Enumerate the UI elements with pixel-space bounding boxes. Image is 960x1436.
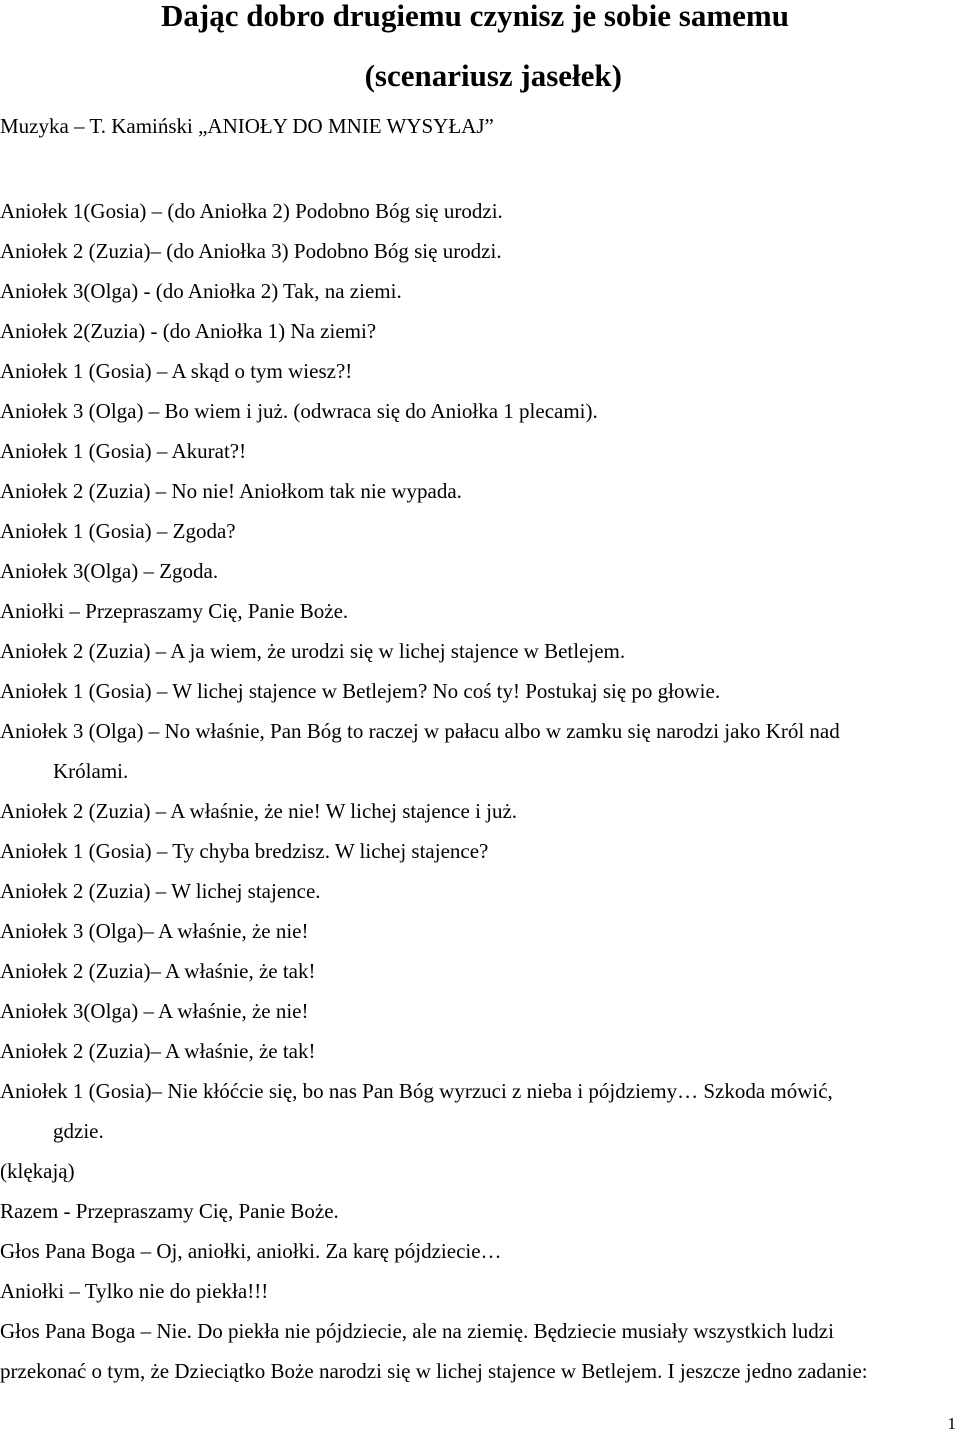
script-line: Aniołek 3(Olga) – A właśnie, że nie!: [0, 999, 309, 1023]
script-line: Aniołek 3(Olga) - (do Aniołka 2) Tak, na ziemi.: [0, 279, 402, 303]
script-line: Aniołek 2 (Zuzia) – W lichej stajence.: [0, 879, 321, 903]
script-line-continuation: Królami.: [53, 759, 129, 783]
script-line: Aniołek 1(Gosia) – (do Aniołka 2) Podobno Bóg się urodzi.: [0, 199, 503, 223]
script-line: Aniołek 2 (Zuzia)– (do Aniołka 3) Podobno Bóg się urodzi.: [0, 239, 502, 263]
script-line: Aniołek 1 (Gosia) – Ty chyba bredzisz. W lichej stajence?: [0, 839, 489, 863]
script-line: Aniołek 1 (Gosia) – A skąd o tym wiesz?!: [0, 359, 353, 383]
page-number: 1: [947, 1414, 956, 1433]
script-line: Aniołek 2 (Zuzia) – A ja wiem, że urodzi się w lichej stajence w Betlejem.: [0, 639, 626, 663]
music-credit: Muzyka – T. Kamiński „ANIOŁY DO MNIE WYSYŁAJ”: [0, 114, 494, 138]
page-subtitle: (scenariusz jasełek): [364, 58, 622, 93]
script-line: Aniołek 1 (Gosia) – W lichej stajence w Betlejem? No coś ty! Postukaj się po głowie.: [0, 679, 721, 703]
script-line: Aniołek 2 (Zuzia)– A właśnie, że tak!: [0, 959, 316, 983]
script-line: Aniołek 3 (Olga) – Bo wiem i już. (odwraca się do Aniołka 1 plecami).: [0, 399, 598, 423]
script-line: Aniołki – Tylko nie do piekła!!!: [0, 1279, 269, 1303]
script-line: Aniołek 3 (Olga)– A właśnie, że nie!: [0, 919, 309, 943]
script-line: Aniołek 2(Zuzia) - (do Aniołka 1) Na ziemi?: [0, 319, 377, 343]
script-line: Aniołek 1 (Gosia) – Zgoda?: [0, 519, 236, 543]
script-line: Aniołek 2 (Zuzia) – A właśnie, że nie! W lichej stajence i już.: [0, 799, 518, 823]
stage-direction: (klękają): [0, 1159, 75, 1183]
script-line: Aniołek 2 (Zuzia) – No nie! Aniołkom tak nie wypada.: [0, 479, 462, 503]
script-line: Głos Pana Boga – Nie. Do piekła nie pójdziecie, ale na ziemię. Będziecie musiały wszystkich ludzi: [0, 1319, 834, 1343]
script-line: Razem - Przepraszamy Cię, Panie Boże.: [0, 1199, 339, 1223]
script-line: Aniołek 3 (Olga) – No właśnie, Pan Bóg to raczej w pałacu albo w zamku się narodzi jako Król nad: [0, 719, 840, 743]
script-line: Aniołek 1 (Gosia)– Nie kłóćcie się, bo nas Pan Bóg wyrzuci z nieba i pójdziemy… Szkoda mówić,: [0, 1079, 833, 1103]
script-line: Aniołek 3(Olga) – Zgoda.: [0, 559, 219, 583]
page-title: Dając dobro drugiemu czynisz je sobie samemu: [161, 0, 789, 33]
script-body: [0, 191, 960, 1391]
script-line: Aniołek 2 (Zuzia)– A właśnie, że tak!: [0, 1039, 316, 1063]
script-line: Aniołek 1 (Gosia) – Akurat?!: [0, 439, 247, 463]
script-line: przekonać o tym, że Dzieciątko Boże narodzi się w lichej stajence w Betlejem. I jeszcze jedno zadanie:: [0, 1359, 868, 1383]
script-line: Głos Pana Boga – Oj, aniołki, aniołki. Za karę pójdziecie…: [0, 1239, 502, 1263]
script-line-continuation: gdzie.: [53, 1119, 104, 1143]
script-line: Aniołki – Przepraszamy Cię, Panie Boże.: [0, 599, 349, 623]
